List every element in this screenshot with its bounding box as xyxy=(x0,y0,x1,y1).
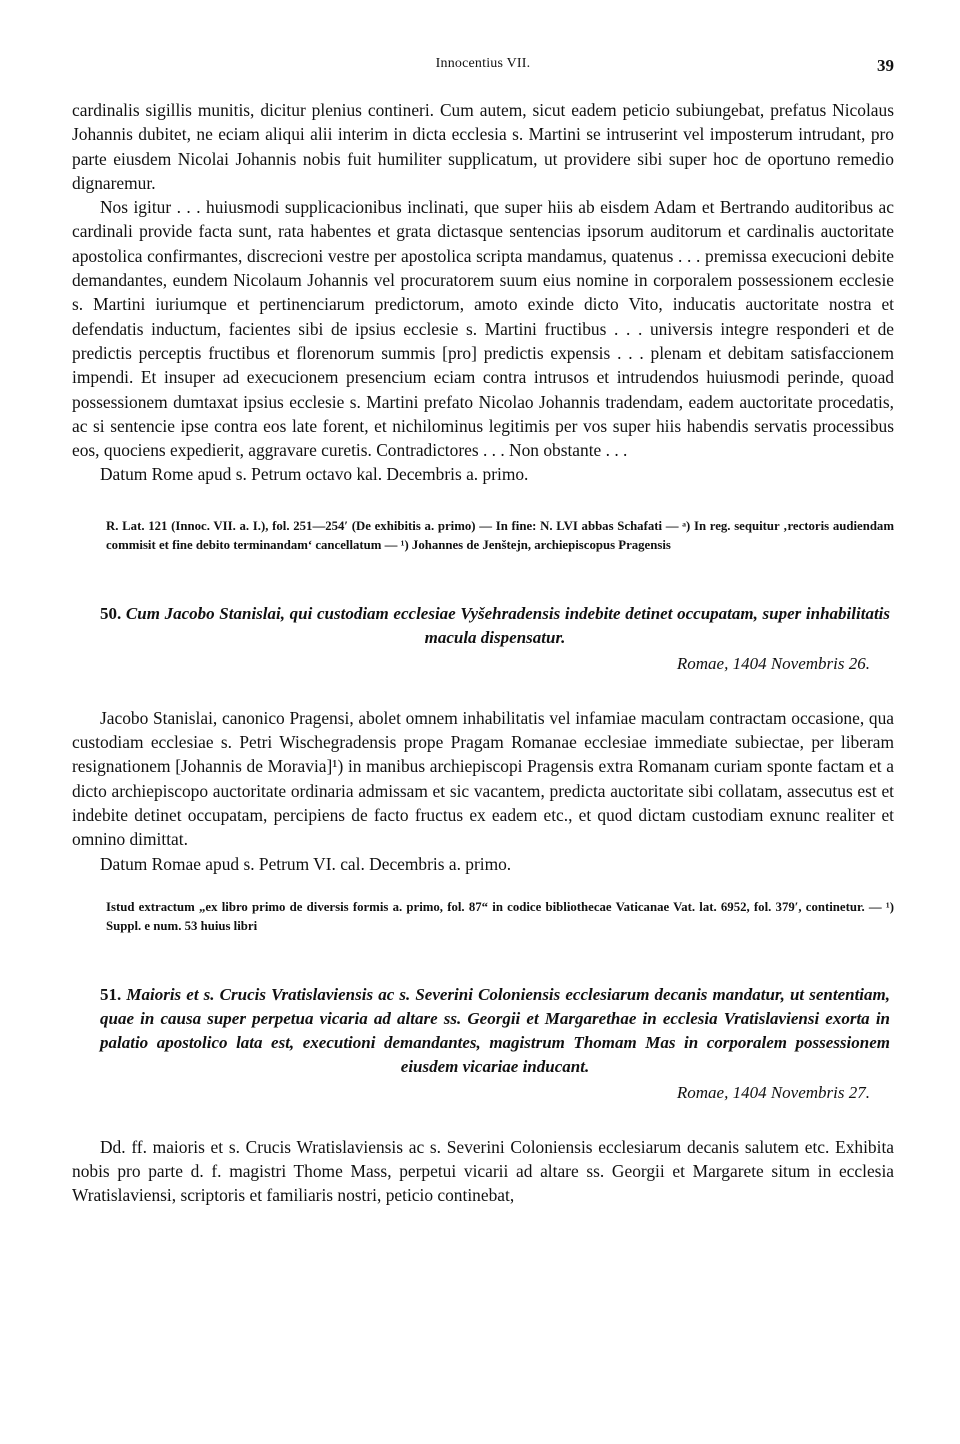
regest-date: Romae, 1404 Novembris 27. xyxy=(676,1082,870,1102)
archival-note xyxy=(106,517,894,556)
paragraph: cardinalis sigillis munitis, dicitur plenius contineri. Cum autem, sicut eadem peticio subiungebat, prefatus Nicolaus Johannis dubitet, ne eciam aliqui alii interim in dicta ecclesia s. Martini se intruserint vel imposterum intrudant, pro parte eiusdem Nicolai Johannis nobis fuit humiliter supplicatum, ut providere sibi super hoc de oportuno remedio dignaremur. xyxy=(72,100,894,193)
paragraph: Jacobo Stanislai, canonico Pragensi, abolet omnem inhabilitatis vel infamiae maculam contractam occasione, qua custodiam ecclesiae s. Petri Wischegradensis prope Pragam Romanae ecclesiae immediate subiectae, per liberam resignationem [Johannis de Moravia]¹) in manibus archiepiscopi Pragensis extra Romanam curiam sponte factam et a dicto archiepiscopo auctoritate ordinaria admissam et sic vacantem, predicta auctoritate sibi collatam, assecutus est et indebite detinet occupatam, percipiens de facto fructus ex eadem etc., et quod dictam custodiam exnunc realiter et omnino dimittat. xyxy=(72,707,894,850)
note-text: R. Lat. 121 (Innoc. VII. a. I.), fol. 251—254′ (De exhibitis a. primo) — In fine: N. LVI abbas Schafati — ᵃ) In reg. sequitur ‚rectoris audiendam commisit et fine debito terminandam‘ cancellatum — ¹) Johannes de Jenštejn, archiepiscopus Pragensis xyxy=(106,518,894,553)
document-number: 51. xyxy=(100,984,122,1004)
summary-text: Maioris et s. Crucis Vratislaviensis ac s. Severini Coloniensis ecclesiarum decanis mandatur, ut sententiam, quae in causa super perpetua vicaria ad altare ss. Georgii et Margarethae in ecclesia Vratislaviensi exorta in palatio apostolico lata est, executioni demandantes, magistrum Thomam Mas in corporalem possessionem eiusdem vicariae inducant. xyxy=(100,984,890,1076)
note-text: Istud extractum „ex libro primo de diversis formis a. primo, fol. 87“ in codice bibliothecae Vaticanae Vat. lat. 6952, fol. 379′, continetur. — ¹) Suppl. e num. 53 huius libri xyxy=(106,899,894,934)
archival-note xyxy=(106,898,894,937)
document-51 xyxy=(72,983,894,1105)
document-51-text xyxy=(72,1135,894,1208)
regest-date: Romae, 1404 Novembris 26. xyxy=(676,653,870,673)
regest-summary xyxy=(72,602,894,650)
regest-summary xyxy=(72,983,894,1079)
document-50-text xyxy=(72,706,894,876)
dating-clause: Datum Rome apud s. Petrum octavo kal. Decembris a. primo. xyxy=(100,464,529,485)
document-page xyxy=(72,54,894,1208)
document-50 xyxy=(72,602,894,676)
document-number: 50. xyxy=(100,603,122,623)
paragraph: Dd. ff. maioris et s. Crucis Wratislaviensis ac s. Severini Coloniensis ecclesiarum decanis salutem etc. Exhibita nobis pro parte d. f. magistri Thome Mass, perpetui vicarii ad altare ss. Georgii et Margarete situm in ecclesia Wratislaviensi, scriptoris et familiaris nostri, peticio continebat, xyxy=(72,1136,894,1206)
running-header xyxy=(72,54,894,88)
paragraph: Nos igitur . . . huiusmodi supplicacionibus inclinati, que super hiis ab eisdem Adam et Bertrando auditoribus ac cardinali provide facta sunt, rata habentes et grata dictasque sentencias ipsorum auditorum et cardinalis auctoritate apostolica confirmantes, discrecioni vestre per apostolica scripta mandamus, quatenus . . . premissa execucioni debite demandantes, eundem Nicolaum Johannis vel procuratorem suum eius nomine in corporalem possessionem ecclesie s. Martini iuriumque et pertinenciarum predictorum, amoto exinde dicto Vito, inducatis auctoritate nostra et defendatis inductum, facientes sibi de ipsius ecclesie s. Martini fructibus . . . universis integre responderi et de predictis perceptis fructibus et florenorum summis [pro] predictis expensis . . . plenam et debitam satisfaccionem impendi. Et insuper ad execucionem presencium eciam contra intrusos et intrudendos huiusmodi perinde, quoad possessionem dumtaxat ipsius ecclesie s. Martini prefato Nicolao Johannis tradendam, eadem auctoritate procedatis, ac si sentencie ipse contra eos late forent, et nichilominus legitimis per vos super hiis habendis servatis processibus eos, quociens expedierit, aggravare curetis. Contradictores . . . Non obstante . . . xyxy=(72,197,894,461)
document-49-continuation xyxy=(72,98,894,487)
running-title: Innocentius VII. xyxy=(435,56,531,71)
dating-clause: Datum Romae apud s. Petrum VI. cal. Decembris a. primo. xyxy=(100,853,512,874)
page-number: 39 xyxy=(877,56,894,75)
summary-text: Cum Jacobo Stanislai, qui custodiam ecclesiae Vyšehradensis indebite detinet occupatam, super inhabilitatis macula dispensatur. xyxy=(125,603,891,647)
